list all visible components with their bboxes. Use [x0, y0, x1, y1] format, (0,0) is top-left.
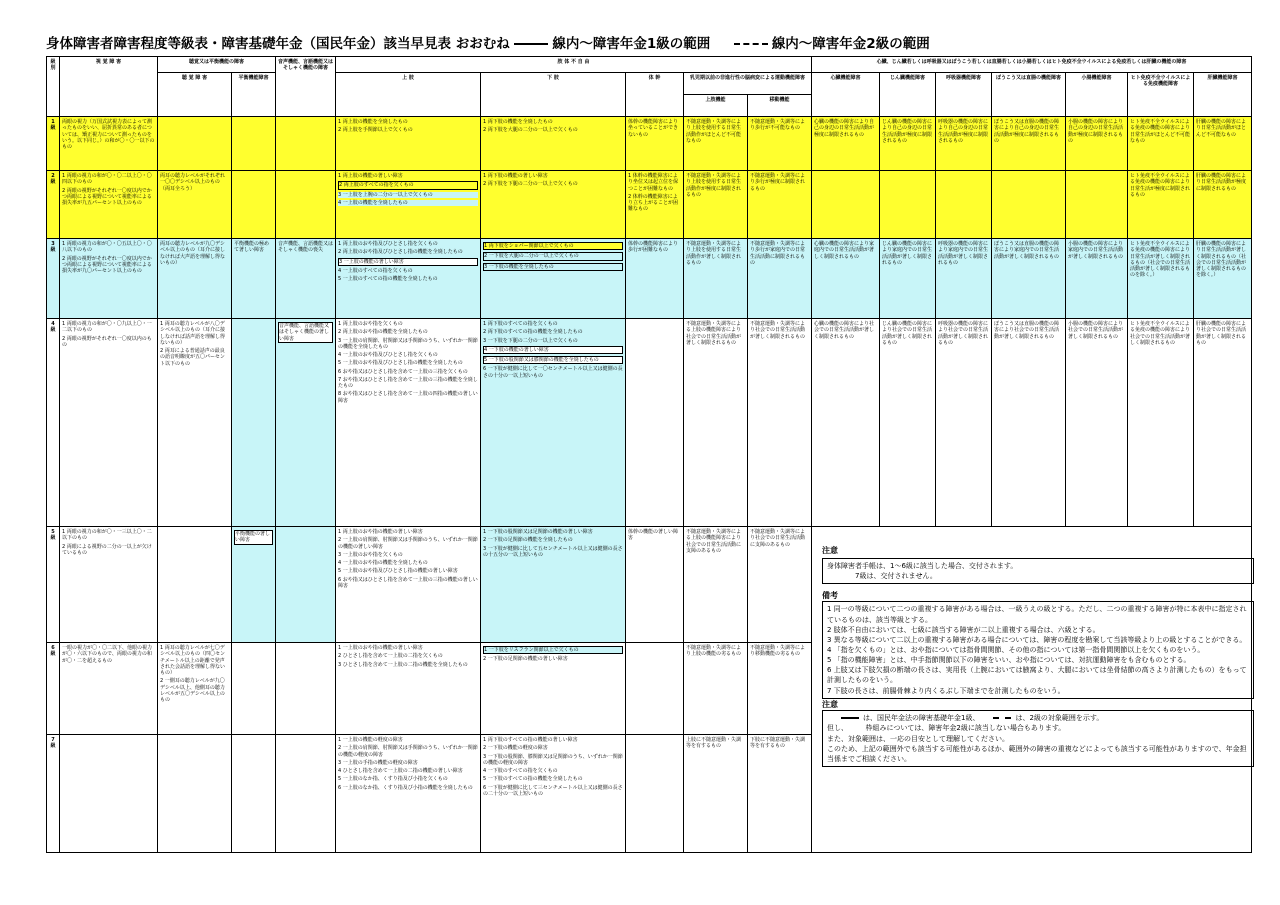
list-item: 2 一下肢の足関節の機能を全廃したもの	[483, 537, 573, 544]
list-item: 平衡機能の著しい障害	[234, 530, 273, 545]
note-line: 7級は、交付されません。	[855, 571, 937, 580]
solid-line-legend	[514, 43, 548, 45]
list-item: 2 両眼による視野の二分の一以上が欠けているもの	[62, 543, 152, 556]
list-item: 3 一下肢の機能を全廃したもの	[483, 263, 623, 271]
r6-trunk	[626, 643, 684, 735]
r2-kidney	[880, 171, 936, 239]
grade-1-row	[47, 117, 1252, 171]
grade-label: 5級	[47, 527, 60, 643]
list-item: 4 一下肢の機能の著しい障害	[483, 346, 623, 354]
r2-intestine	[1066, 171, 1128, 239]
r5-balance	[232, 527, 276, 643]
r6-visual: 一眼の視力が〇・〇二以下、他眼の視力が〇・六以下のもので、両眼の視力の和が〇・二を超えるもの	[60, 643, 158, 735]
list-item: 3 一上肢の機能の著しい障害	[338, 258, 478, 266]
remark-item: 5 「指の機能障害」とは、中手指節関節以下の障害をいい、おや指については、対抗運動障害をも含むものとする。	[827, 656, 1191, 665]
r2-hearing: 両耳の聴力レベルがそれぞれ一〇〇デシベル以上のもの（両耳全ろう）	[158, 171, 232, 239]
r4-trunk	[626, 319, 684, 527]
list-item: 1 一下肢の股関節又は足関節の機能の著しい障害	[483, 529, 593, 535]
list-item: 1 両耳の聴力レベルが七〇デシベル以上のもの（四〇センチメートル以上の距離で発声された会話語を理解し得ないもの）	[160, 645, 226, 676]
r4-lower	[481, 319, 626, 527]
list-item: 2 両上肢のすべての指を欠くもの	[338, 181, 478, 189]
list-item: 5 一上肢のおや指及びひとさし指の機能を全廃したもの	[338, 360, 463, 367]
list-item: 6 一下肢が健側に比して一〇センチメートル以上又は健側の長さの十分の一以上短いもの	[483, 366, 623, 379]
r4-balance	[232, 319, 276, 527]
r5-upper	[336, 527, 481, 643]
grade-3-row	[47, 239, 1252, 319]
list-item: 2 両眼の視野がそれぞれ一〇度以内のもの	[62, 335, 152, 348]
r2-balance	[232, 171, 276, 239]
list-item: 2 一側耳の聴力レベルが九〇デシベル以上、他側耳の聴力レベルが五〇デシベル以上のもの	[160, 678, 225, 703]
r7-visual	[60, 735, 158, 853]
r4-bladder: ぼうこう又は直腸の機能の障害により社会での日常生活活動が著しく制限されるもの	[992, 319, 1066, 527]
r2-trunk	[626, 171, 684, 239]
list-item: 5 一下肢の股関節又は膝関節の機能を全廃したもの	[483, 356, 623, 364]
list-item: 3 一下肢の股関節、膝関節又は足関節のうち、いずれか一関節の機能の軽度の障害	[483, 753, 623, 766]
header-bladder: ぼうこう又は直腸の機能障害	[992, 73, 1066, 117]
list-item: 4 一上肢のおや指の機能を全廃したもの	[338, 560, 428, 566]
list-item: 5 一上肢のなか指、くすり指及び小指を欠くもの	[338, 776, 448, 783]
title-note-grade2: 線内～障害年金2級の範囲	[771, 36, 930, 52]
r3-voice: 音声機能、言語機能又はそしゃく機能の喪失	[276, 239, 336, 319]
list-item: 1 両眼の視力の和が〇・〇九以上〇・一二以下のもの	[62, 321, 152, 334]
list-item: 2 一上肢の肩関節、肘関節又は手関節のうち、いずれか一関節の機能の著しい障害	[338, 537, 478, 550]
legend-box	[822, 710, 1254, 767]
solid-line-icon	[841, 717, 859, 719]
r6-hearing	[158, 643, 232, 735]
r5-child-move: 不随意運動・失調等により社会での日常生活活動に支障のあるもの	[748, 527, 812, 643]
r6-voice	[276, 643, 336, 735]
r5-child-upper: 不随意運動・失調等による上肢の機能障害により社会での日常生活活動に支障のあるもの	[684, 527, 748, 643]
list-item: 4 一上肢の機能を全廃したもの	[338, 200, 478, 206]
r4-visual	[60, 319, 158, 527]
r2-bladder	[992, 171, 1066, 239]
list-item: 2 一上肢の肩関節、肘関節又は手関節のうち、いずれか一関節の機能の軽度の障害	[338, 745, 478, 758]
r2-voice	[276, 171, 336, 239]
header-lower: 下 肢	[481, 73, 626, 117]
header-child-upper: 上肢機能	[684, 95, 748, 117]
note-line: 身体障害者手帳は、1～6級に該当した場合、交付されます。	[827, 561, 1018, 570]
list-item: 3 一下肢を下腿の二分の一以上で欠くもの	[483, 337, 578, 344]
r2-lower	[481, 171, 626, 239]
r7-voice	[276, 735, 336, 853]
list-item: 2 両耳による普通話声の最良の語音明瞭度が五〇パーセント以下のもの	[160, 348, 225, 367]
list-item: 1 両下肢の機能を全廃したもの	[483, 119, 553, 125]
list-item: 6 一上肢のなか指、くすり指及び小指の機能を全廃したもの	[338, 784, 473, 791]
r5-hearing	[158, 527, 232, 643]
r1-intestine: 小腸の機能の障害により自己の身辺の日常生活活動が極度に制限されるもの	[1066, 117, 1128, 171]
r3-hearing: 両耳の聴力レベルが九〇デシベル以上のもの（耳介に接しなければ大声語を理解し得ないもの）	[158, 239, 232, 319]
header-internal-group: 心臓、じん臓若しくは呼吸器又はぼうこう若しくは直腸若しくは小腸若しくはヒト免疫不全ウイルスによる免疫若しくは肝臓の機能の障害	[812, 57, 1252, 73]
dashed-line-icon	[993, 717, 1011, 719]
grade-label: 3級	[47, 239, 60, 319]
r2-heart	[812, 171, 880, 239]
r1-lower	[481, 117, 626, 171]
list-item: 3 一上肢のおや指を欠くもの	[338, 551, 403, 558]
list-item: 4 一下肢のすべての指を欠くもの	[483, 768, 558, 774]
r3-child-upper: 不随意運動・失調等により上肢を使用する日常生活動作が著しく制限されるもの	[684, 239, 748, 319]
r4-hiv: ヒト免疫不全ウイルスによる免疫の機能の障害により社会での日常生活活動が著しく制限されるもの	[1128, 319, 1194, 527]
r2-child-upper: 不随意運動・失調等により上肢を使用する日常生活動作が極度に制限されるもの	[684, 171, 748, 239]
header-trunk: 体 幹	[626, 73, 684, 117]
r3-hiv: ヒト免疫不全ウイルスによる免疫の機能の障害により日常生活が著しく制限されるもの（社会での日常生活活動が著しく制限されるものを除く。）	[1128, 239, 1194, 319]
page-title: 身体障害者障害程度等級表・障害基礎年金（国民年金）該当早見表 おおむね 線内～障害年金1級の範囲 線内～障害年金2級の範囲	[46, 36, 930, 52]
r3-heart: 心臓の機能の障害により家庭内での日常生活活動が著しく制限されるもの	[812, 239, 880, 319]
list-item: 4 一上肢のおや指及びひとさし指を欠くもの	[338, 352, 438, 358]
r1-upper	[336, 117, 481, 171]
list-item: 5 一上肢のおや指及びひとさし指の機能の著しい障害	[338, 568, 458, 575]
list-item: 1 両下肢をショパー関節以上で欠くもの	[483, 242, 623, 250]
list-item: 1 両上肢の機能の著しい障害	[338, 173, 403, 179]
grade-label: 4級	[47, 319, 60, 527]
header-visual: 視 覚 障 害	[60, 57, 158, 117]
r1-child-upper: 不随意運動・失調等により上肢を使用する日常生活動作がほとんど不可能なもの	[684, 117, 748, 171]
r5-voice	[276, 527, 336, 643]
header-heart: 心臓機能障害	[812, 73, 880, 117]
list-item: 1 両眼の視力の和が〇・〇五以上〇・〇八以下のもの	[62, 241, 152, 254]
list-item: 1 一下肢をリスフラン関節以上で欠くもの	[483, 646, 623, 654]
list-item: 1 両眼の視力の和が〇・〇二以上〇・〇四以下のもの	[62, 173, 152, 186]
list-item: 2 両下肢のすべての指の機能を全廃したもの	[483, 329, 583, 336]
r4-liver: 肝臓の機能の障害により社会での日常生活活動が著しく制限されるもの	[1194, 319, 1252, 527]
r3-trunk: 体幹の機能障害により歩行が困難なもの	[626, 239, 684, 319]
r3-visual	[60, 239, 158, 319]
r6-child-upper: 不随意運動・失調等により上肢の機能の劣るもの	[684, 643, 748, 735]
remark-item: 1 同一の等級について二つの重複する障害がある場合は、一級うえの級とする。ただし、二つの重複する障害が特に本表中に指定されているものは、該当等級とする。	[827, 605, 1247, 624]
header-child-move: 移動機能	[748, 95, 812, 117]
r2-liver: 肝臓の機能の障害により日常生活活動が極度に制限されるもの	[1194, 171, 1252, 239]
r6-lower	[481, 643, 626, 735]
header-kidney: じん臓機能障害	[880, 73, 936, 117]
header-hearing: 聴 覚 障 害	[158, 73, 232, 117]
list-item: 6 おや指又はひとさし指を含めて一上肢の三指を欠くもの	[338, 368, 468, 375]
header-hiv: ヒト免疫不全ウイルスによる免疫機能障害	[1128, 73, 1194, 117]
header-limb-group: 肢 体 不 自 由	[336, 57, 812, 73]
r1-bladder: ぼうこう又は直腸の機能の障害により自己の身辺の日常生活活動が極度に制限されるもの	[992, 117, 1066, 171]
list-item: 音声機能、言語機能又はそしゃく機能の著しい障害	[278, 322, 333, 343]
list-item: 6 おや指又はひとさし指を含めて一上肢の三指の機能の著しい障害	[338, 576, 478, 589]
remark-item: 6 上肢又は下肢欠損の断端の長さは、実用長（上腕においては腋窩より、大腿においては坐骨結節の高さより計測したもの）をもって計測したものをいう。	[827, 666, 1247, 685]
grade-label: 2級	[47, 171, 60, 239]
header-resp: 呼吸器機能障害	[936, 73, 992, 117]
list-item: 7 おや指又はひとさし指を含めて一上肢の三指の機能を全廃したもの	[338, 376, 478, 389]
r4-hearing	[158, 319, 232, 527]
r5-lower	[481, 527, 626, 643]
list-item: 1 両上肢のおや指を欠くもの	[338, 321, 403, 327]
r7-upper	[336, 735, 481, 853]
r1-liver: 肝臓の機能の障害により日常生活活動がほとんど不可能なもの	[1194, 117, 1252, 171]
grade-2-row	[47, 171, 1252, 239]
list-item: 2 両下肢を下腿の二分の一以上で欠くもの	[483, 181, 578, 188]
r4-child-upper: 不随意運動・失調等による上肢の機能障害により社会での日常生活活動が著しく制限されるもの	[684, 319, 748, 527]
r6-child-move: 不随意運動・失調等により移動機能の劣るもの	[748, 643, 812, 735]
list-item: 1 両耳の聴力レベルが八〇デシベル以上のもの（耳介に接しなければ話声語を理解し得ないもの）	[160, 321, 226, 346]
remark-item: 2 肢体不自由においては、七級に該当する障害が二以上重複する場合は、六級とする。	[827, 625, 1100, 634]
list-item: 8 おや指又はひとさし指を含めて一上肢の四指の機能の著しい障害	[338, 391, 478, 404]
legend-heading: 注意	[822, 699, 838, 709]
list-item: 6 一下肢が健側に比して三センチメートル以上又は健側の長さの二十分の一以上短いもの	[483, 784, 623, 797]
r5-trunk: 体幹の機能の著しい障害	[626, 527, 684, 643]
list-item: 1 両下肢のすべての指を欠くもの	[483, 321, 558, 327]
dashed-line-legend	[734, 43, 768, 45]
grade-4-row	[47, 319, 1252, 527]
list-item: 3 ひとさし指を含めて一上肢の二指の機能を全廃したもの	[338, 661, 468, 668]
r3-liver: 肝臓の機能の障害により日常生活活動が著しく制限されるもの（社会での日常生活活動が著しく制限されるものを除く。）	[1194, 239, 1252, 319]
remark-item: 4 「指を欠くもの」とは、おや指については指骨間関節、その他の指については第一指骨間関節以上を欠くものをいう。	[827, 646, 1205, 655]
header-liver: 肝臓機能障害	[1194, 73, 1252, 117]
list-item: 1 体幹の機能障害により坐位又は起立位を保つことが困難なもの	[628, 173, 679, 192]
remarks-heading: 備考	[822, 590, 838, 600]
r4-child-move: 不随意運動・失調等により社会での日常生活活動が著しく制限されるもの	[748, 319, 812, 527]
header-hearing-group: 聴覚又は平衡機能の障害	[158, 57, 276, 73]
list-item: 2 両眼の視野がそれぞれ一〇度以内でかつ両眼による視野について視能率による損失率が九〇パーセント以上のもの	[62, 255, 152, 274]
list-item: 2 ひとさし指を含めて一上肢の二指を欠くもの	[338, 653, 443, 660]
r7-lower	[481, 735, 626, 853]
list-item: 1 両上肢の機能を全廃したもの	[338, 119, 408, 125]
r7-child-move: 下肢に不随意運動・失調等を有するもの	[748, 735, 812, 853]
r1-kidney: じん臓の機能の障害により自己の身辺の日常生活活動が極度に制限されるもの	[880, 117, 936, 171]
legend-line: 但し、 枠組みについては、障害年金2級に該当しない場合もあります。	[827, 724, 1066, 733]
header-intestine: 小腸機能障害	[1066, 73, 1128, 117]
title-note-prefix: おおむね	[455, 36, 510, 52]
r1-child-move: 不随意運動・失調等により歩行が不可能なもの	[748, 117, 812, 171]
legend-line: は、国民年金法の障害基礎年金1級、 は、2級の対象範囲を示す。	[827, 713, 1249, 723]
r1-trunk: 体幹の機能障害により坐っていることができないもの	[626, 117, 684, 171]
r4-resp: 呼吸器の機能の障害により社会での日常生活活動が著しく制限されるもの	[936, 319, 992, 527]
remark-item: 3 異なる等級について二以上の重複する障害がある場合については、障害の程度を勘案して当該等級より上の級とすることができる。	[827, 635, 1247, 644]
list-item: 2 一下肢の足関節の機能の著しい障害	[483, 656, 568, 663]
notes-panel	[822, 545, 1254, 767]
r7-trunk	[626, 735, 684, 853]
notes-heading: 注意	[822, 546, 838, 555]
r3-resp: 呼吸器の機能の障害により家庭内での日常生活活動が著しく制限されるもの	[936, 239, 992, 319]
notes-box	[822, 558, 1254, 584]
list-item: 2 両上肢のおや指の機能を全廃したもの	[338, 329, 428, 336]
remarks-box	[822, 601, 1254, 698]
r3-kidney: じん臓の機能の障害により家庭内での日常生活活動が著しく制限されるもの	[880, 239, 936, 319]
header-grade: 級別	[47, 57, 60, 117]
r4-voice	[276, 319, 336, 527]
list-item: 4 一上肢のすべての指を欠くもの	[338, 267, 413, 274]
r1-heart: 心臓の機能の障害により自己の身辺の日常生活活動が極度に制限されるもの	[812, 117, 880, 171]
r4-upper	[336, 319, 481, 527]
list-item: 1 両上肢のおや指の機能の著しい障害	[338, 529, 423, 535]
legend-line: また、対象範囲は、一応の目安として理解してください。	[827, 734, 1009, 743]
r1-voice	[276, 117, 336, 171]
r1-balance	[232, 117, 276, 171]
r5-visual	[60, 527, 158, 643]
legend-line: このため、上記の範囲外でも該当する可能性があるほか、範囲外の障害の重複などによっても該当する可能性がありますので、年金担当係までご相談ください。	[827, 744, 1247, 763]
list-item: 2 一下肢の機能の軽度の障害	[483, 745, 548, 752]
list-item: 3 一上肢を上腕の二分の一以上で欠くもの	[338, 192, 478, 198]
r3-upper	[336, 239, 481, 319]
grade-label: 6級	[47, 643, 60, 735]
r6-balance	[232, 643, 276, 735]
r1-visual: 両眼の視力（万国式試視力表によって測ったものをいい、屈折異常のある者については、矯正視力について測ったものをいう。以下同じ。）の和が〇・〇一以下のもの	[60, 117, 158, 171]
grade-label: 7級	[47, 735, 60, 853]
grade-label: 1級	[47, 117, 60, 171]
list-item: 3 一上肢の肩関節、肘関節又は手関節のうち、いずれか一関節の機能を全廃したもの	[338, 337, 478, 350]
header-upper: 上 肢	[336, 73, 481, 117]
r2-child-move: 不随意運動・失調等により歩行が極度に制限されるもの	[748, 171, 812, 239]
list-item: 2 両上肢を手関節以上で欠くもの	[338, 127, 413, 134]
r3-child-move: 不随意運動・失調等により歩行が家庭内での日常生活活動に制限されるもの	[748, 239, 812, 319]
r3-lower	[481, 239, 626, 319]
r2-resp	[936, 171, 992, 239]
r7-hearing	[158, 735, 232, 853]
remark-item: 7 下肢の長さは、前腸骨棘より内くるぶし下端までを計測したものをいう。	[827, 686, 1065, 695]
list-item: 1 両眼の視力の和が〇・一三以上〇・二以下のもの	[62, 529, 152, 542]
header-balance: 平衡機能障害	[232, 73, 276, 117]
header-voice: 音声機能、言語機能又はそしゃく機能の障害	[276, 57, 336, 117]
list-item: 2 両眼の視野がそれぞれ一〇度以内でかつ両眼による視野について視能率による損失率が九五パーセント以上のもの	[62, 187, 152, 206]
list-item: 1 両下肢の機能の著しい障害	[483, 173, 548, 179]
list-item: 2 体幹の機能障害により立ち上がることが困難なもの	[628, 193, 679, 213]
r4-intestine: 小腸の機能の障害により社会での日常生活活動が著しく制限されるもの	[1066, 319, 1128, 527]
list-item: 2 一下肢を大腿の二分の一以上で欠くもの	[483, 252, 623, 260]
r4-heart: 心臓の機能の障害により社会での日常生活活動が著しく制限されるもの	[812, 319, 880, 527]
list-item: 2 両下肢を大腿の二分の一以上で欠くもの	[483, 127, 578, 134]
r7-child-upper: 上肢に不随意運動・失調等を有するもの	[684, 735, 748, 853]
list-item: 2 両上肢のおや指及びひとさし指の機能を全廃したもの	[338, 249, 463, 256]
list-item: 1 両下肢のすべての指の機能の著しい障害	[483, 737, 578, 743]
r1-hiv: ヒト免疫不全ウイルスによる免疫の機能の障害により日常生活がほとんど不可能なもの	[1128, 117, 1194, 171]
list-item: 1 一上肢の機能の軽度の障害	[338, 737, 403, 743]
r7-balance	[232, 735, 276, 853]
list-item: 5 一上肢のすべての指の機能を全廃したもの	[338, 276, 438, 282]
r6-upper	[336, 643, 481, 735]
list-item: 3 一下肢が健側に比して五センチメートル以上又は健側の長さの十五分の一以上短いもの	[483, 545, 623, 558]
r3-bladder: ぼうこう又は直腸の機能の障害により家庭内での日常生活活動が著しく制限されるもの	[992, 239, 1066, 319]
list-item: 4 ひとさし指を含めて一上肢の二指の機能の著しい障害	[338, 768, 463, 774]
list-item: 1 一上肢のおや指の機能の著しい障害	[338, 645, 423, 651]
r3-intestine: 小腸の機能の障害により家庭内での日常生活活動が著しく制限されるもの	[1066, 239, 1128, 319]
r2-upper	[336, 171, 481, 239]
r4-kidney: じん臓の機能の障害により社会での日常生活活動が著しく制限されるもの	[880, 319, 936, 527]
list-item: 5 一下肢のすべての指の機能を全廃したもの	[483, 776, 583, 783]
header-child-group: 乳児期以前の非進行性の脳病変による運動機能障害	[684, 73, 812, 95]
list-item: 3 一上肢の手指の機能の軽度の障害	[338, 759, 418, 766]
r2-visual	[60, 171, 158, 239]
list-item: 1 両上肢のおや指及びひとさし指を欠くもの	[338, 241, 438, 247]
r3-balance: 平衡機能の極めて著しい障害	[232, 239, 276, 319]
r2-hiv: ヒト免疫不全ウイルスによる免疫の機能の障害により日常生活が極度に制限されるもの	[1128, 171, 1194, 239]
title-note-grade1: 線内～障害年金1級の範囲	[552, 36, 711, 52]
r1-hearing	[158, 117, 232, 171]
r1-resp: 呼吸器の機能の障害により自己の身辺の日常生活活動が極度に制限されるもの	[936, 117, 992, 171]
